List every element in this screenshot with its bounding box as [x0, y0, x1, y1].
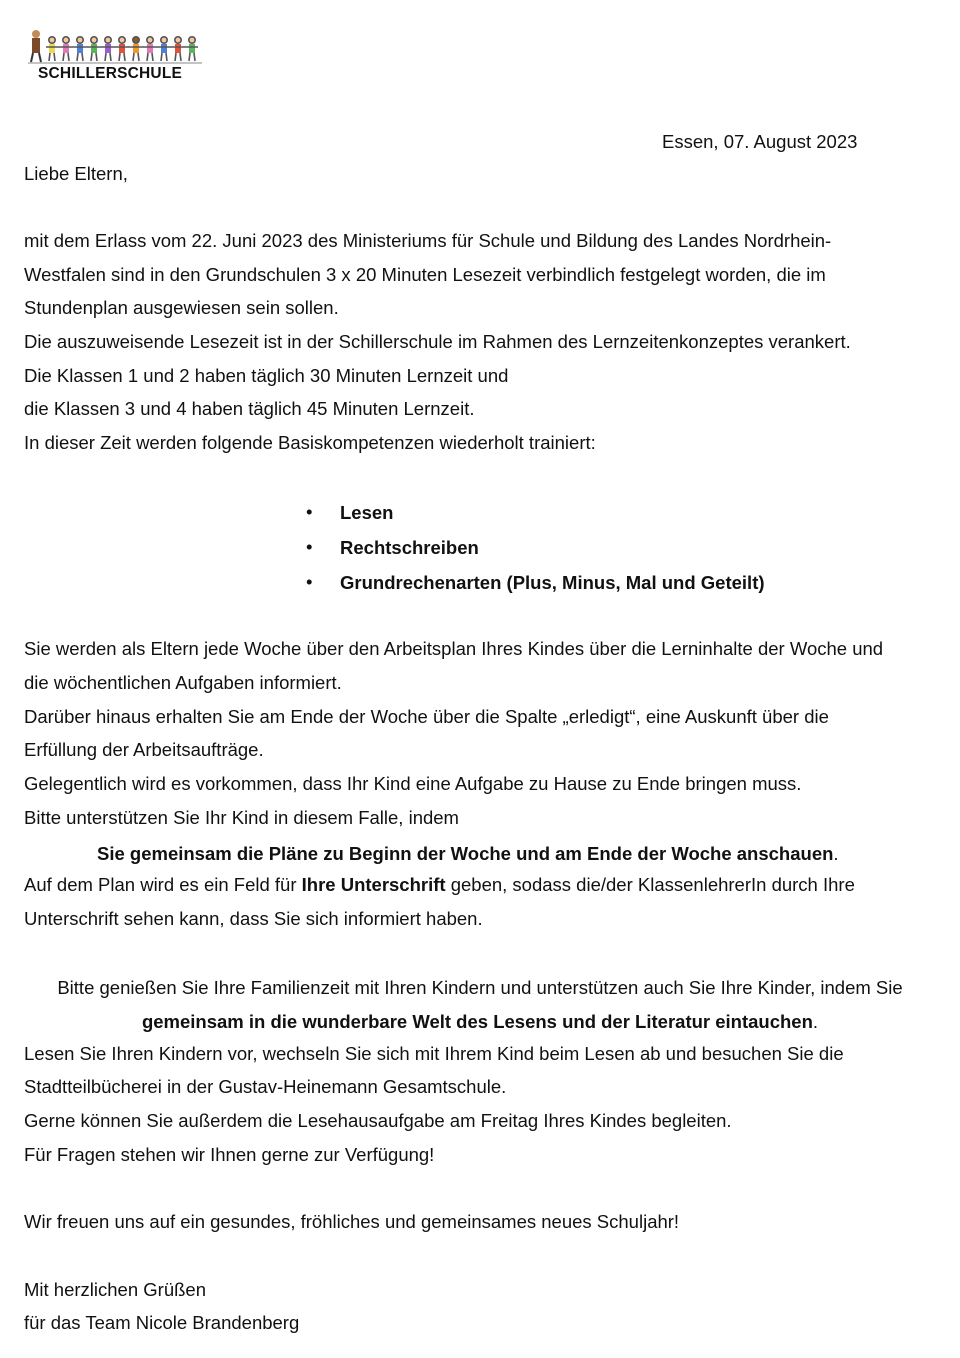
- paragraph-line: Sie werden als Eltern jede Woche über den Arbeitsplan Ihres Kindes über die Lerninhalte der Woche und: [24, 638, 884, 659]
- emphasis-line-2: [0, 1011, 960, 1033]
- signature-line-2: Unterschrift sehen kann, dass Sie sich informiert haben.: [24, 908, 483, 929]
- paragraph-line: Gerne können Sie außerdem die Lesehausaufgabe am Freitag Ihres Kindes begleiten.: [24, 1110, 732, 1131]
- family-line: Bitte genießen Sie Ihre Familienzeit mit Ihren Kindern und unterstützen auch Sie Ihre Kinder, indem Sie: [57, 977, 903, 998]
- paragraph-line: mit dem Erlass vom 22. Juni 2023 des Ministeriums für Schule und Bildung des Landes Nordrhein-: [24, 230, 832, 251]
- paragraph-line: Lesen Sie Ihren Kindern vor, wechseln Sie sich mit Ihrem Kind beim Lesen ab und besuchen Sie die: [24, 1043, 844, 1064]
- emphasis-bold-text: Sie gemeinsam die Pläne zu Beginn der Woche und am Ende der Woche anschauen: [97, 843, 834, 864]
- children-holding-hands-icon: [26, 28, 206, 64]
- signature-line-start: Auf dem Plan wird es ein Feld für: [24, 874, 302, 895]
- school-name: SCHILLERSCHULE: [38, 65, 183, 82]
- salutation: Liebe Eltern,: [24, 163, 128, 184]
- paragraph-line: In dieser Zeit werden folgende Basiskompetenzen wiederholt trainiert:: [24, 432, 596, 453]
- paragraph-line: Die Klassen 1 und 2 haben täglich 30 Minuten Lernzeit und: [24, 365, 509, 386]
- paragraph-line: Gelegentlich wird es vorkommen, dass Ihr Kind eine Aufgabe zu Hause zu Ende bringen muss.: [24, 773, 802, 794]
- paragraph-line: Darüber hinaus erhalten Sie am Ende der Woche über die Spalte „erledigt“, eine Auskunft über die: [24, 706, 829, 727]
- bullet-icon: •: [306, 501, 313, 522]
- paragraph-line: Bitte unterstützen Sie Ihr Kind in diesem Falle, indem: [24, 807, 459, 828]
- closing-line: Mit herzlichen Grüßen: [24, 1279, 206, 1300]
- signature-line-end: geben, sodass die/der KlassenlehrerIn durch Ihre: [445, 874, 855, 895]
- list-item-label: Lesen: [340, 502, 394, 523]
- paragraph-line: Für Fragen stehen wir Ihnen gerne zur Verfügung!: [24, 1144, 435, 1165]
- emphasis-bold-text-2: gemeinsam in die wunderbare Welt des Lesens und der Literatur eintauchen: [141, 1011, 813, 1032]
- sender-line: für das Team Nicole Brandenberg: [24, 1312, 300, 1333]
- emphasis-tail: .: [833, 843, 839, 864]
- paragraph-line: Stadtteilbücherei in der Gustav-Heinemann Gesamtschule.: [24, 1076, 507, 1097]
- signature-line-bold: Ihre Unterschrift: [301, 874, 446, 895]
- wishes-line: Wir freuen uns auf ein gesundes, fröhliches und gemeinsames neues Schuljahr!: [24, 1211, 680, 1232]
- school-logo: [26, 28, 206, 84]
- paragraph-line: die Klassen 3 und 4 haben täglich 45 Minuten Lernzeit.: [24, 398, 475, 419]
- list-item-label: Grundrechenarten (Plus, Minus, Mal und Geteilt): [340, 572, 765, 593]
- date-line: Essen, 07. August 2023: [662, 131, 858, 152]
- emphasis-line: [97, 843, 839, 865]
- paragraph-line: die wöchentlichen Aufgaben informiert.: [24, 672, 342, 693]
- signature-line: [24, 876, 855, 895]
- paragraph-line: Westfalen sind in den Grundschulen 3 x 20 Minuten Lesezeit verbindlich festgelegt worden, die im: [24, 264, 826, 285]
- list-item-label: Rechtschreiben: [340, 537, 479, 558]
- bullet-icon: •: [306, 536, 313, 557]
- bullet-icon: •: [306, 571, 313, 592]
- paragraph-line: Erfüllung der Arbeitsaufträge.: [24, 739, 264, 760]
- paragraph-line: Stundenplan ausgewiesen sein sollen.: [24, 297, 339, 318]
- paragraph-line: Die auszuweisende Lesezeit ist in der Schillerschule im Rahmen des Lernzeitenkonzeptes verankert.: [24, 331, 851, 352]
- emphasis-tail-2: .: [812, 1011, 819, 1032]
